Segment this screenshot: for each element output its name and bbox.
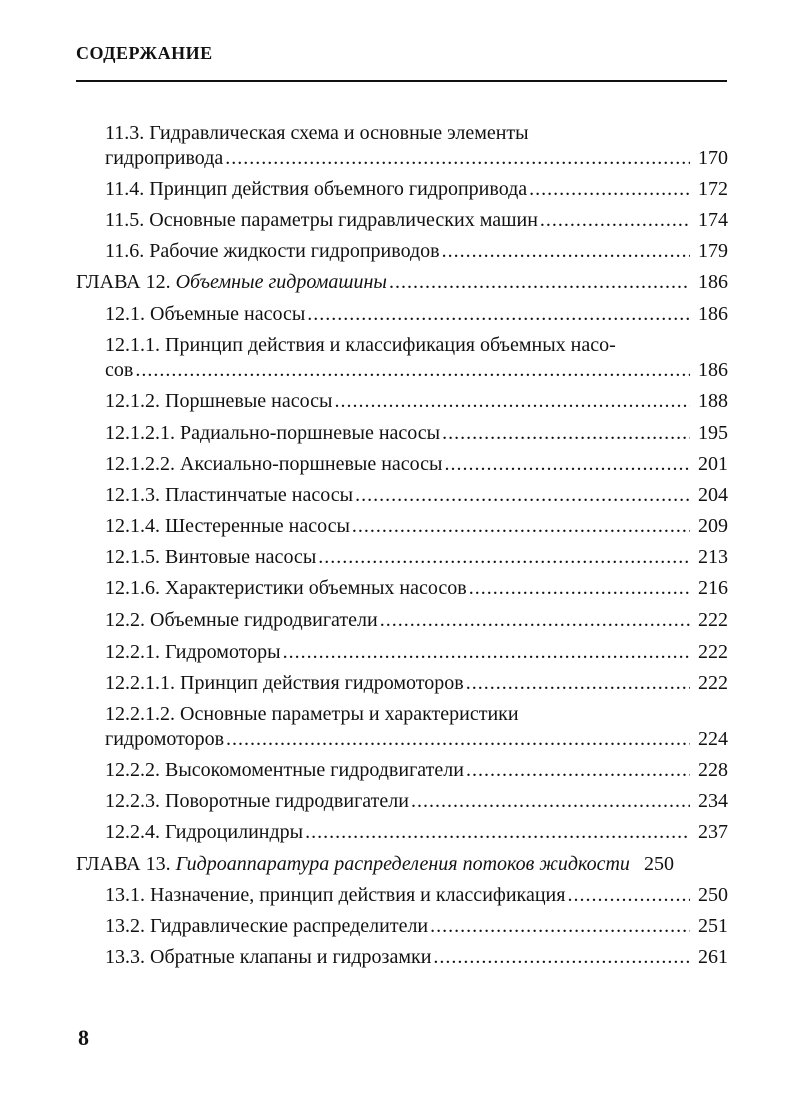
toc-label: 13.2. Гидравлические распределители: [105, 915, 429, 937]
toc-entry-12-1-6[interactable]: [105, 573, 728, 604]
toc-chapter-label: [76, 849, 630, 880]
toc-page: 228: [698, 759, 728, 781]
leader-dots: [433, 942, 690, 973]
toc-page: 213: [698, 546, 728, 568]
toc-entry-13-2[interactable]: [105, 911, 728, 942]
header-rule: [76, 80, 727, 82]
leader-dots: [466, 755, 690, 786]
leader-dots: [567, 880, 690, 911]
toc-page: 172: [698, 178, 728, 200]
toc-label: сов: [105, 359, 134, 381]
toc-page: 216: [698, 577, 728, 599]
toc-label: 12.1.5. Винтовые насосы: [105, 546, 317, 568]
chapter-title: Объемные гидромашины: [175, 271, 387, 293]
toc-label: 12.2. Объемные гидродвигатели: [105, 609, 378, 631]
leader-dots: [225, 143, 690, 174]
leader-dots: [469, 573, 690, 604]
toc-label: 12.1.2. Поршневые насосы: [105, 390, 333, 412]
chapter-number: ГЛАВА 12.: [76, 271, 171, 293]
toc-label: 12.1.2.2. Аксиально-поршневые насосы: [105, 453, 443, 475]
toc-entry-13-3[interactable]: [105, 942, 728, 973]
toc-entry-11-4[interactable]: [105, 174, 728, 205]
leader-dots: [430, 911, 690, 942]
toc-entry-11-5[interactable]: [105, 205, 728, 236]
toc-label: 11.4. Принцип действия объемного гидропривода: [105, 178, 528, 200]
toc-page: 201: [698, 453, 728, 475]
toc-entry-11-6[interactable]: [105, 236, 728, 267]
leader-dots: [529, 174, 690, 205]
toc-entry-12-2-1-2-line1: 12.2.1.2. Основные параметры и характеристики: [105, 703, 519, 725]
toc-label: 12.2.4. Гидроцилиндры: [105, 821, 304, 843]
toc-entry-11-3-line1: 11.3. Гидравлическая схема и основные элементы: [105, 122, 529, 144]
toc-label: 11.6. Рабочие жидкости гидроприводов: [105, 240, 440, 262]
toc-page: 222: [698, 609, 728, 631]
toc-page: 170: [698, 147, 728, 169]
leader-dots: [466, 668, 690, 699]
running-header: СОДЕРЖАНИЕ: [76, 43, 213, 63]
page-number: 8: [78, 1025, 89, 1050]
chapter-number: ГЛАВА 13.: [76, 853, 171, 875]
toc-chapter-label: [76, 267, 387, 298]
toc-label: 12.1. Объемные насосы: [105, 303, 306, 325]
toc-entry-12-1-2-1[interactable]: [105, 418, 728, 449]
toc-label: 11.5. Основные параметры гидравлических машин: [105, 209, 538, 231]
toc-page: 204: [698, 484, 728, 506]
chapter-title: Гидроаппаратура распределения потоков жидкости: [175, 853, 630, 875]
toc-page: 186: [698, 359, 728, 381]
toc-page: 179: [698, 240, 728, 262]
toc-label: гидропривода: [105, 147, 224, 169]
toc-page: 251: [698, 915, 728, 937]
toc-label: 12.2.3. Поворотные гидродвигатели: [105, 790, 409, 812]
toc-label: 12.2.2. Высокомоментные гидродвигатели: [105, 759, 464, 781]
leader-dots: [442, 418, 690, 449]
toc-entry-12-1[interactable]: [105, 299, 728, 330]
toc-chapter-13[interactable]: [76, 849, 728, 880]
toc-entry-12-2-3[interactable]: [105, 786, 728, 817]
toc-entry-12-1-1-line1: 12.1.1. Принцип действия и классификация объемных насо-: [105, 334, 616, 356]
toc-entry-12-2-1-1[interactable]: [105, 668, 728, 699]
toc-entry-11-3[interactable]: [105, 143, 728, 174]
toc-page: 222: [698, 641, 728, 663]
toc-entry-12-1-1[interactable]: [105, 355, 728, 386]
toc-entry-12-2-1-2[interactable]: [105, 724, 728, 755]
toc-entry-12-1-2-2[interactable]: [105, 449, 728, 480]
leader-dots: [380, 605, 690, 636]
toc-page: 188: [698, 390, 728, 412]
toc-label: гидромоторов: [105, 728, 225, 750]
toc-entry-12-1-3[interactable]: [105, 480, 728, 511]
toc-entry-12-2-4[interactable]: [105, 817, 728, 848]
leader-dots: [283, 637, 690, 668]
toc-label: 13.1. Назначение, принцип действия и классификация: [105, 884, 566, 906]
toc-page: 237: [698, 821, 728, 843]
toc-label: 12.1.2.1. Радиально-поршневые насосы: [105, 422, 441, 444]
leader-dots: [307, 299, 690, 330]
leader-dots: [305, 817, 690, 848]
leader-dots: [442, 236, 690, 267]
leader-dots: [444, 449, 690, 480]
toc-entry-12-2-2[interactable]: [105, 755, 728, 786]
toc-label: 12.2.1. Гидромоторы: [105, 641, 281, 663]
leader-dots: [352, 511, 690, 542]
toc-chapter-12[interactable]: [76, 267, 728, 298]
toc-page: 209: [698, 515, 728, 537]
toc-entry-13-1[interactable]: [105, 880, 728, 911]
toc-page: 195: [698, 422, 728, 444]
toc-label: 12.1.3. Пластинчатые насосы: [105, 484, 354, 506]
leader-dots: [389, 267, 690, 298]
toc-page: 222: [698, 672, 728, 694]
toc-label: 12.1.6. Характеристики объемных насосов: [105, 577, 467, 599]
toc-entry-12-2-1[interactable]: [105, 637, 728, 668]
toc-page: 186: [698, 303, 728, 325]
toc-label: 12.2.1.1. Принцип действия гидромоторов: [105, 672, 464, 694]
leader-dots: [540, 205, 690, 236]
leader-dots: [355, 480, 690, 511]
toc-label: 13.3. Обратные клапаны и гидрозамки: [105, 946, 432, 968]
toc-entry-12-1-4[interactable]: [105, 511, 728, 542]
toc-page: 250: [698, 884, 728, 906]
leader-dots: [226, 724, 690, 755]
leader-dots: [135, 355, 690, 386]
toc-page: 234: [698, 790, 728, 812]
toc-entry-12-1-2[interactable]: [105, 386, 728, 417]
toc-entry-12-2[interactable]: [105, 605, 728, 636]
toc-label: 12.1.4. Шестеренные насосы: [105, 515, 350, 537]
toc-page: 261: [698, 946, 728, 968]
toc-page: 250: [643, 853, 674, 875]
toc-entry-12-1-5[interactable]: [105, 542, 728, 573]
leader-dots: [411, 786, 690, 817]
leader-dots: [318, 542, 690, 573]
toc-page: 224: [698, 728, 728, 750]
toc-page: 174: [698, 209, 728, 231]
toc-page: 186: [698, 271, 728, 293]
leader-dots: [334, 386, 690, 417]
